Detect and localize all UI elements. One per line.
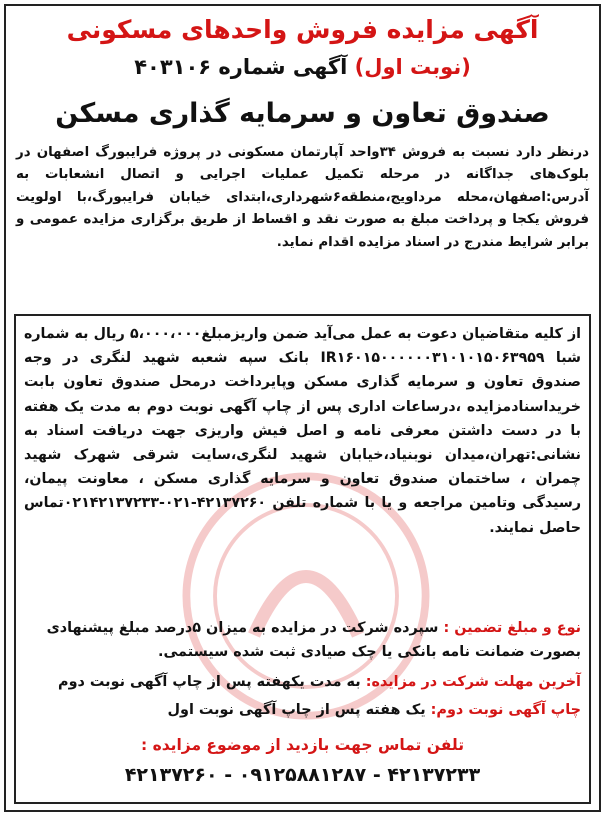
details-box bbox=[14, 314, 591, 804]
ad-number: آگهی شماره ۴۰۳۱۰۶ bbox=[134, 55, 348, 79]
deadline-label: آخرین مهلت شرکت در مزایده: bbox=[365, 674, 581, 690]
deadline-text: به مدت یکهفته پس از چاپ آگهی نوبت دوم bbox=[58, 674, 361, 690]
second-print-label: چاپ آگهی نوبت دوم: bbox=[430, 702, 581, 718]
ad-subtitle bbox=[6, 50, 599, 84]
round-label: (نوبت اول) bbox=[354, 55, 471, 79]
contact-numbers: ۴۲۱۳۷۲۶۰ - ۰۹۱۲۵۸۸۱۲۸۷ - ۴۲۱۳۷۲۳۳ bbox=[124, 764, 481, 786]
body-paragraph: از کلیه متقاضیان دعوت به عمل می‌آید ضمن واریزمبلغ۵،۰۰۰،۰۰۰ ریال به شماره شبا IR۱۶۰۱۵۰۰۰۰۰۰۳۱۰۱۰۱۵۰۶۳۹۵۹ بانک سپه شعبه شهید لنگری در وجه صندوق تعاون و سرمایه گذاری مسکن وپایرداخت درمحل صندوق تعاون بابت خریداسنادمزایده ،درساعات اداری پس از چاپ آگهی نوبت دوم به مدت یک هفته با در دست داشتن معرفی نامه و اصل فیش واریزی جهت دریافت اسناد به نشانی:تهران،میدان نوبنیاد،خیابان شهید لنگری،سایت شرقی شهرک شهید چمران ، ساختمان صندوق تعاون و سرمایه گذاری مسکن ، معاونت پیمان، رسیدگی وتامین مراجعه و یا با شماره تلفن ۴۲۱۳۷۲۶۰-۰۲۱-۰۲۱۴۲۱۳۷۲۳۳تماس حاصل نمایند. bbox=[24, 326, 582, 536]
contact-title: تلفن تماس جهت بازدید از موضوع مزایده : bbox=[140, 736, 465, 754]
second-print-text: یک هفته پس از چاپ آگهی نوبت اول bbox=[167, 702, 426, 718]
intro-paragraph: درنظر دارد نسبت به فروش ۳۴واحد آپارتمان مسکونی در پروژه فرایبورگ اصفهان در بلوک‌های جداگانه در مرحله تکمیل عملیات اجرایی و اتصال انشعابات به آدرس:اصفهان،محله مرداویج،منطقه۶شهرداری،ابتدای خیابان فرایبورگ،با اولویت فروش یکجا و پرداخت مبلغ به صورت نقد و اقساط از طریق برگزاری مزایده عمومی و برابر شرایط مندرج در اسناد مزایده اقدام نماید. bbox=[16, 145, 589, 250]
organization-name: صندوق تعاون و سرمایه گذاری مسکن bbox=[55, 98, 550, 129]
deadline-section bbox=[24, 670, 581, 694]
guarantee-text: سپرده شرکت در مزایده به میزان ۵درصد مبلغ پیشنهادی بصورت ضمانت نامه بانکی یا چک صیادی ثبت شده سیستمی. bbox=[46, 620, 581, 660]
advertisement-page bbox=[4, 4, 601, 812]
guarantee-label: نوع و مبلغ تضمین : bbox=[443, 620, 581, 636]
second-print-section bbox=[24, 698, 581, 722]
guarantee-section bbox=[24, 616, 581, 664]
ad-title: آگهی مزایده فروش واحدهای مسکونی bbox=[66, 15, 539, 44]
